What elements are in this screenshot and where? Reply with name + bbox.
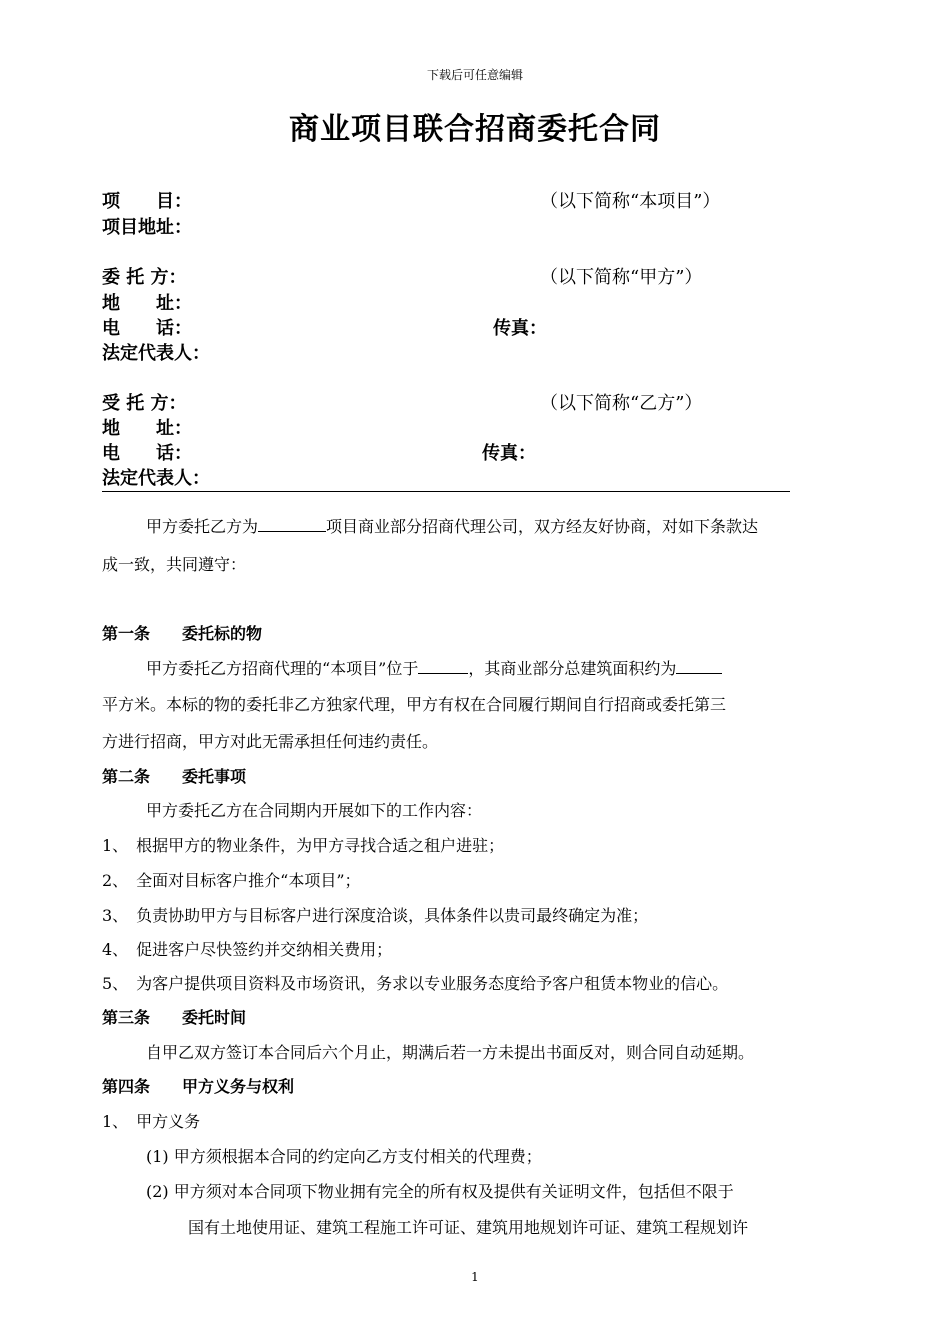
document-title: 商业项目联合招商委托合同	[289, 112, 661, 147]
client-note: （以下简称“甲方”）	[540, 267, 703, 288]
article-2-heading: 第二条 委托事项	[102, 767, 247, 786]
article-3-text: 自甲乙双方签订本合同后六个月止，期满后若一方未提出书面反对，则合同自动延期。	[146, 1043, 755, 1062]
article-1-text-1: 甲方委托乙方招商代理的“本项目”位于	[146, 659, 419, 678]
intro-text-1: 甲方委托乙方为	[146, 517, 259, 536]
project-address-label: 项目地址：	[102, 217, 192, 238]
article-4-item-1: (1) 甲方须根据本合同的约定向乙方支付相关的代理费；	[146, 1147, 542, 1166]
blank-line	[258, 515, 326, 532]
article-2-item-3: 3、 负责协助甲方与目标客户进行深度洽谈，具体条件以贵司最终确定为准；	[102, 906, 649, 925]
article-2-item-1: 1、 根据甲方的物业条件，为甲方寻找合适之租户进驻；	[102, 836, 505, 855]
article-1-text-2: ，其商业部分总建筑面积约为	[468, 659, 677, 678]
article-2-item-5: 5、 为客户提供项目资料及市场资讯，务求以专业服务态度给予客户租赁本物业的信心。	[102, 974, 729, 993]
blank-line	[676, 657, 722, 674]
article-2-item-4: 4、 促进客户尽快签约并交纳相关费用；	[102, 940, 393, 959]
divider-line	[102, 491, 790, 492]
article-2-item-2: 2、 全面对目标客户推介“本项目”；	[102, 871, 361, 890]
article-4-item-2-line-2: 国有土地使用证、建筑工程施工许可证、建筑用地规划许可证、建筑工程规划许	[188, 1218, 749, 1237]
article-3-heading: 第三条 委托时间	[102, 1008, 247, 1027]
intro-text-2: 项目商业部分招商代理公司，双方经友好协商，对如下条款达	[326, 517, 759, 536]
client-fax-label: 传真：	[493, 318, 547, 339]
agent-note: （以下简称“乙方”）	[540, 393, 703, 414]
page-number: 1	[471, 1270, 479, 1284]
client-address-label: 地 址：	[102, 293, 192, 314]
blank-line	[418, 657, 468, 674]
article-1-heading: 第一条 委托标的物	[102, 624, 263, 643]
agent-address-label: 地 址：	[102, 418, 192, 439]
agent-fax-label: 传真：	[482, 443, 536, 464]
header-note: 下载后可任意编辑	[426, 68, 523, 82]
project-label: 项 目：	[102, 191, 192, 212]
agent-phone-label: 电 话：	[102, 443, 192, 464]
client-rep-label: 法定代表人：	[102, 343, 210, 364]
client-phone-label: 电 话：	[102, 318, 192, 339]
project-note: （以下简称“本项目”）	[540, 191, 721, 212]
article-4-heading: 第四条 甲方义务与权利	[102, 1077, 295, 1096]
intro-line-1	[146, 514, 758, 537]
article-2-intro: 甲方委托乙方在合同期内开展如下的工作内容：	[146, 801, 483, 820]
client-label: 委 托 方：	[102, 267, 187, 288]
article-1-line-3: 方进行招商，甲方对此无需承担任何违约责任。	[102, 732, 439, 751]
intro-line-2: 成一致，共同遵守：	[102, 555, 247, 574]
agent-rep-label: 法定代表人：	[102, 468, 210, 489]
article-4-item-2-line-1: (2) 甲方须对本合同项下物业拥有完全的所有权及提供有关证明文件，包括但不限于	[146, 1182, 734, 1201]
article-1-line-2: 平方米。本标的物的委托非乙方独家代理，甲方有权在合同履行期间自行招商或委托第三	[102, 695, 727, 714]
article-1-line-1	[146, 656, 722, 679]
article-4-sub-1: 1、 甲方义务	[102, 1112, 201, 1131]
agent-label: 受 托 方：	[102, 393, 187, 414]
